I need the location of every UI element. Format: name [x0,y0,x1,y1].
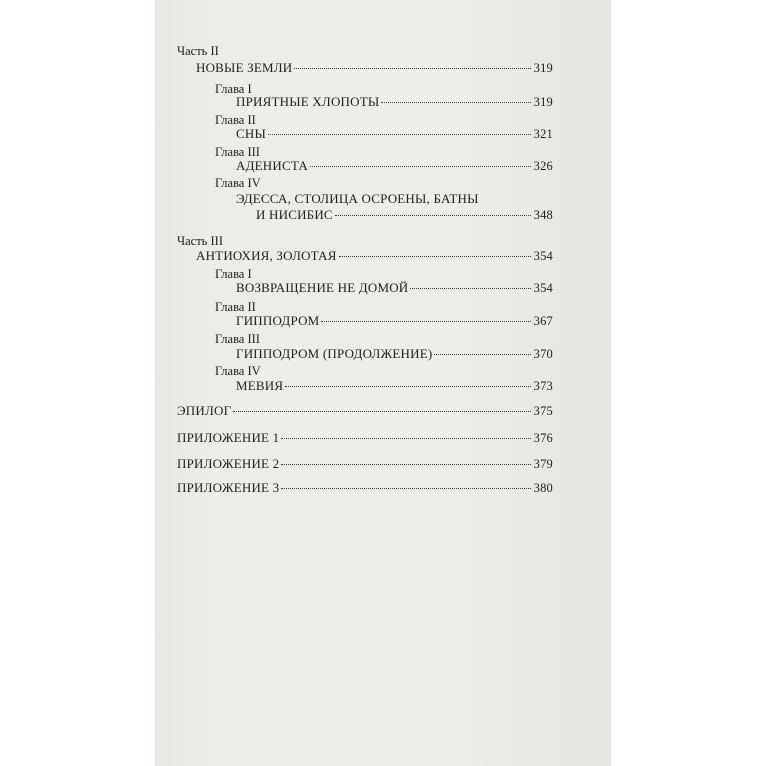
toc-entry-title: ПРИЯТНЫЕ ХЛОПОТЫ [236,94,380,109]
toc-entry-title: ПРИЛОЖЕНИЕ 1 [177,430,280,445]
toc-entry-chapter [236,278,553,298]
part-label: Часть III [177,234,223,248]
toc-entry-epilogue [177,401,553,421]
part-label: Часть II [177,44,219,58]
toc-entry-chapter [236,124,553,144]
chapter-label: Глава IV [215,364,261,378]
page-number: 319 [533,61,553,75]
dot-leader [281,438,530,439]
chapter-label: Глава III [215,145,260,159]
toc-entry-part [196,58,553,78]
toc-entry-chapter [236,311,553,331]
dot-leader [410,288,530,289]
page-number: 354 [533,249,553,263]
toc-entry-chapter [236,376,553,396]
chapter-label: Глава II [215,300,256,314]
toc-entry-chapter [236,156,553,176]
toc-entry-title: НОВЫЕ ЗЕМЛИ [196,60,293,75]
page-number: 319 [533,95,553,109]
toc-entry-title: АДЕНИСТА [236,158,308,173]
page-number: 348 [533,208,553,222]
dot-leader [233,411,530,412]
toc-entry-title: ПРИЛОЖЕНИЕ 3 [177,480,280,495]
page-number: 375 [533,404,553,418]
dot-leader [321,321,530,322]
dot-leader [281,464,530,465]
toc-entry-title: И НИСИБИС [256,207,333,222]
toc-entry-title: ПРИЛОЖЕНИЕ 2 [177,456,280,471]
chapter-label: Глава III [215,332,260,346]
toc-entry-chapter [236,92,553,112]
toc-entry-title: ВОЗВРАЩЕНИЕ НЕ ДОМОЙ [236,280,409,295]
toc-entry-title-line: ЭДЕССА, СТОЛИЦА ОСРОЕНЫ, БАТНЫ [236,191,479,206]
page-number: 379 [533,457,553,471]
toc-entry-part [196,246,553,266]
toc-entry-appendix [177,454,553,474]
page-number: 326 [533,159,553,173]
dot-leader [281,488,530,489]
chapter-label: Глава I [215,82,252,96]
chapter-label: Глава IV [215,176,261,190]
dot-leader [339,256,531,257]
dot-leader [381,102,530,103]
page-number: 367 [533,314,553,328]
page-number: 370 [533,347,553,361]
toc-entry-title: СНЫ [236,126,266,141]
toc-entry-appendix [177,478,553,498]
dot-leader [285,386,530,387]
dot-leader [434,354,530,355]
toc-entry-title: АНТИОХИЯ, ЗОЛОТАЯ [196,248,337,263]
page-number: 321 [533,127,553,141]
chapter-label: Глава II [215,113,256,127]
toc-entry-title: ЭПИЛОГ [177,403,232,418]
dot-leader [294,68,530,69]
toc-entry-title: МЕВИЯ [236,378,284,393]
page-number: 376 [533,431,553,445]
dot-leader [268,134,531,135]
page-number: 354 [533,281,553,295]
toc-entry-title: ГИППОДРОМ [236,313,320,328]
dot-leader [310,166,531,167]
dot-leader [335,215,531,216]
toc-entry-chapter [236,344,553,364]
toc-entry-title: ГИППОДРОМ (ПРОДОЛЖЕНИЕ) [236,346,433,361]
page-number: 380 [533,481,553,495]
chapter-label: Глава I [215,267,252,281]
page-number: 373 [533,379,553,393]
toc-entry-appendix [177,428,553,448]
toc-entry-chapter [256,205,553,225]
